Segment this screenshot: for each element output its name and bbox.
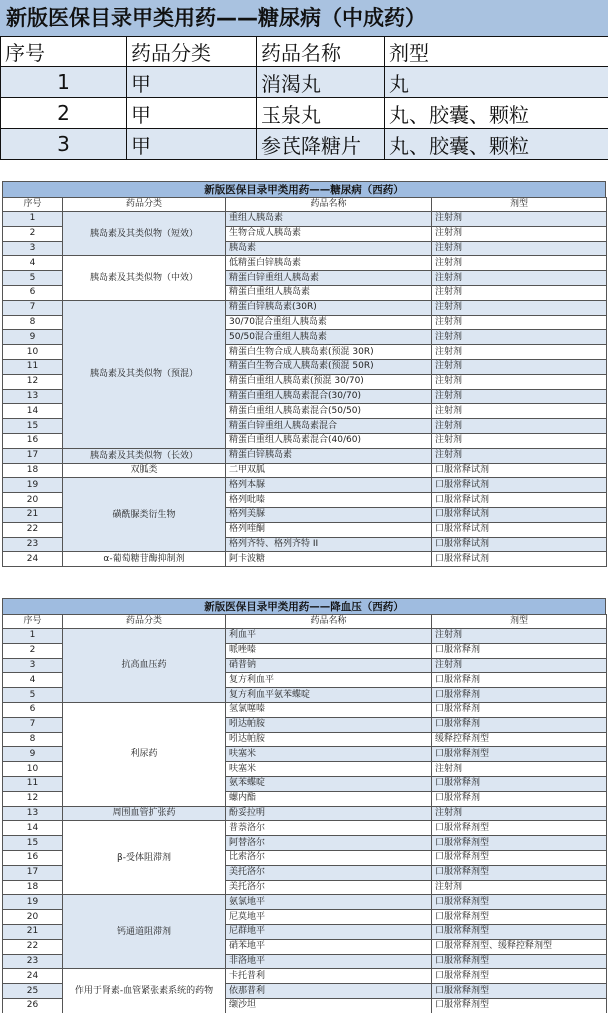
row-name: 30/70混合重组人胰岛素 [226, 315, 432, 330]
table-row [3, 629, 607, 644]
row-category: 胰岛素及其类似物（长效） [63, 448, 226, 463]
row-name: 格列美脲 [226, 507, 432, 522]
row-no: 7 [3, 300, 63, 315]
row-form: 注射剂 [432, 880, 607, 895]
row-form: 注射剂 [432, 226, 607, 241]
row-form: 注射剂 [432, 762, 607, 777]
row-form: 缓释控释剂型 [432, 732, 607, 747]
row-form: 注射剂 [432, 629, 607, 644]
row-form: 注射剂 [432, 359, 607, 374]
row-category: α-葡萄糖苷酶抑制剂 [63, 552, 226, 567]
row-no: 8 [3, 732, 63, 747]
row-name: 格列本脲 [226, 478, 432, 493]
row-form: 口服常释剂型 [432, 984, 607, 999]
row-no: 17 [3, 448, 63, 463]
row-no: 13 [3, 389, 63, 404]
row-no: 14 [3, 821, 63, 836]
row-no: 21 [3, 507, 63, 522]
row-form: 口服常释剂 [432, 791, 607, 806]
row-category: 胰岛素及其类似物（短效） [63, 212, 226, 256]
row-name: 精蛋白生物合成人胰岛素(预混 50R) [226, 359, 432, 374]
row-no: 10 [3, 345, 63, 360]
row-form: 丸、胶囊、颗粒 [385, 98, 608, 129]
row-form: 注射剂 [432, 448, 607, 463]
row-form: 注射剂 [432, 806, 607, 821]
row-category: 胰岛素及其类似物（中效） [63, 256, 226, 300]
hypertension-body [3, 615, 607, 1013]
row-no: 26 [3, 998, 63, 1013]
tcm-header-form: 剂型 [385, 37, 608, 67]
row-form: 口服常释试剂 [432, 507, 607, 522]
row-name: 精蛋白重组人胰岛素混合(50/50) [226, 404, 432, 419]
hypertension-header-row [3, 615, 607, 629]
row-no: 12 [3, 374, 63, 389]
row-form: 口服常释剂型 [432, 910, 607, 925]
row-form: 注射剂 [432, 404, 607, 419]
row-form: 口服常释剂型 [432, 895, 607, 910]
row-category: 周围血管扩张药 [63, 806, 226, 821]
row-form: 注射剂 [432, 658, 607, 673]
row-no: 3 [1, 129, 127, 160]
row-form: 口服常释剂 [432, 702, 607, 717]
row-name: 精蛋白重组人胰岛素混合(30/70) [226, 389, 432, 404]
row-no: 14 [3, 404, 63, 419]
row-form: 口服常释剂 [432, 717, 607, 732]
header-form: 剂型 [432, 615, 607, 629]
row-no: 11 [3, 776, 63, 791]
table-row [3, 702, 607, 717]
row-name: 硝普钠 [226, 658, 432, 673]
row-name: 格列齐特、格列齐特 II [226, 537, 432, 552]
row-name: 尼莫地平 [226, 910, 432, 925]
row-no: 13 [3, 806, 63, 821]
row-name: 精蛋白重组人胰岛素(预混 30/70) [226, 374, 432, 389]
table-row [1, 67, 608, 98]
row-name: 螺内酯 [226, 791, 432, 806]
header-category: 药品分类 [63, 615, 226, 629]
row-name: 硝苯地平 [226, 939, 432, 954]
row-form: 口服常释剂 [432, 673, 607, 688]
row-form: 口服常释剂型、缓释控释剂型 [432, 939, 607, 954]
row-name: 低精蛋白锌胰岛素 [226, 256, 432, 271]
row-category: 作用于肾素-血管紧张素系统的药物 [63, 969, 226, 1013]
row-form: 注射剂 [432, 433, 607, 448]
row-no: 19 [3, 895, 63, 910]
tcm-title: 新版医保目录甲类用药——糖尿病（中成药） [0, 0, 608, 36]
row-name: 精蛋白生物合成人胰岛素(预混 30R) [226, 345, 432, 360]
row-form: 口服常释剂型 [432, 954, 607, 969]
row-form: 口服常释剂型 [432, 998, 607, 1013]
row-no: 5 [3, 271, 63, 286]
header-no: 序号 [3, 615, 63, 629]
hypertension-table [2, 614, 607, 1013]
row-no: 3 [3, 241, 63, 256]
row-no: 16 [3, 433, 63, 448]
row-name: 精蛋白重组人胰岛素 [226, 285, 432, 300]
row-no: 4 [3, 673, 63, 688]
row-no: 23 [3, 954, 63, 969]
row-name: 阿卡波糖 [226, 552, 432, 567]
row-form: 口服常释试剂 [432, 522, 607, 537]
row-name: 二甲双胍 [226, 463, 432, 478]
row-no: 8 [3, 315, 63, 330]
row-form: 口服常释试剂 [432, 493, 607, 508]
row-form: 口服常释试剂 [432, 552, 607, 567]
row-no: 22 [3, 522, 63, 537]
row-name: 参芪降糖片 [257, 129, 385, 160]
row-form: 注射剂 [432, 256, 607, 271]
row-name: 氢氯噻嗪 [226, 702, 432, 717]
row-name: 卡托普利 [226, 969, 432, 984]
row-category: 甲 [127, 67, 257, 98]
row-form: 注射剂 [432, 285, 607, 300]
header-form: 剂型 [432, 198, 607, 212]
row-form: 注射剂 [432, 374, 607, 389]
row-form: 注射剂 [432, 345, 607, 360]
row-name: 美托洛尔 [226, 880, 432, 895]
row-no: 3 [3, 658, 63, 673]
table-row [3, 256, 607, 271]
hypertension-title: 新版医保目录甲类用药——降血压（西药） [2, 598, 606, 614]
row-form: 注射剂 [432, 212, 607, 227]
row-form: 口服常释剂型 [432, 865, 607, 880]
row-form: 口服常释剂 [432, 643, 607, 658]
row-name: 精蛋白锌重组人胰岛素混合 [226, 419, 432, 434]
row-no: 15 [3, 836, 63, 851]
row-name: 复方利血平氨苯蝶啶 [226, 688, 432, 703]
row-form: 丸、胶囊、颗粒 [385, 129, 608, 160]
row-no: 12 [3, 791, 63, 806]
row-category: 甲 [127, 129, 257, 160]
row-name: 精蛋白锌胰岛素(30R) [226, 300, 432, 315]
row-category: β-受体阻滞剂 [63, 821, 226, 895]
row-name: 依那普利 [226, 984, 432, 999]
row-name: 氨氯地平 [226, 895, 432, 910]
table-row [3, 212, 607, 227]
table-row [3, 552, 607, 567]
table-row [3, 969, 607, 984]
row-form: 注射剂 [432, 419, 607, 434]
row-name: 吲达帕胺 [226, 717, 432, 732]
row-no: 19 [3, 478, 63, 493]
row-no: 9 [3, 747, 63, 762]
row-no: 15 [3, 419, 63, 434]
row-form: 注射剂 [432, 271, 607, 286]
row-no: 24 [3, 969, 63, 984]
table-row [3, 300, 607, 315]
diabetes-table [2, 197, 607, 567]
row-no: 9 [3, 330, 63, 345]
row-no: 4 [3, 256, 63, 271]
row-name: 酚妥拉明 [226, 806, 432, 821]
row-category: 胰岛素及其类似物（预混） [63, 300, 226, 448]
header-category: 药品分类 [63, 198, 226, 212]
table-row [3, 478, 607, 493]
diabetes-header-row [3, 198, 607, 212]
table-row [3, 448, 607, 463]
row-name: 普萘洛尔 [226, 821, 432, 836]
row-name: 胰岛素 [226, 241, 432, 256]
row-no: 1 [1, 67, 127, 98]
row-form: 口服常释剂型 [432, 836, 607, 851]
tcm-section [0, 0, 608, 160]
row-form: 注射剂 [432, 389, 607, 404]
row-category: 双胍类 [63, 463, 226, 478]
row-name: 哌唑嗪 [226, 643, 432, 658]
row-name: 格列喹酮 [226, 522, 432, 537]
row-name: 精蛋白重组人胰岛素混合(40/60) [226, 433, 432, 448]
row-no: 6 [3, 702, 63, 717]
row-no: 17 [3, 865, 63, 880]
row-form: 口服常释剂型 [432, 924, 607, 939]
row-name: 50/50混合重组人胰岛素 [226, 330, 432, 345]
table-row [1, 129, 608, 160]
hypertension-section [2, 598, 606, 1013]
header-name: 药品名称 [226, 615, 432, 629]
header-name: 药品名称 [226, 198, 432, 212]
row-name: 缬沙坦 [226, 998, 432, 1013]
row-category: 抗高血压药 [63, 629, 226, 703]
row-name: 非洛地平 [226, 954, 432, 969]
row-no: 20 [3, 910, 63, 925]
row-form: 口服常释剂型 [432, 969, 607, 984]
row-form: 注射剂 [432, 315, 607, 330]
row-form: 口服常释剂 [432, 776, 607, 791]
table-row [3, 463, 607, 478]
row-name: 重组人胰岛素 [226, 212, 432, 227]
row-no: 2 [3, 226, 63, 241]
row-form: 口服常释试剂 [432, 478, 607, 493]
diabetes-section [2, 181, 606, 567]
row-no: 5 [3, 688, 63, 703]
table-row [1, 98, 608, 129]
row-form: 口服常释剂 [432, 688, 607, 703]
row-name: 生物合成人胰岛素 [226, 226, 432, 241]
row-no: 16 [3, 850, 63, 865]
row-name: 玉泉丸 [257, 98, 385, 129]
row-name: 美托洛尔 [226, 865, 432, 880]
row-no: 1 [3, 629, 63, 644]
row-no: 7 [3, 717, 63, 732]
row-no: 22 [3, 939, 63, 954]
row-no: 10 [3, 762, 63, 777]
row-form: 注射剂 [432, 330, 607, 345]
table-row [3, 806, 607, 821]
table-row [3, 821, 607, 836]
row-no: 23 [3, 537, 63, 552]
row-no: 24 [3, 552, 63, 567]
row-category: 磺酰脲类衍生物 [63, 478, 226, 552]
row-no: 25 [3, 984, 63, 999]
row-name: 氨苯蝶啶 [226, 776, 432, 791]
row-form: 口服常释剂型 [432, 821, 607, 836]
row-form: 丸 [385, 67, 608, 98]
tcm-header-row [1, 37, 608, 67]
row-name: 复方利血平 [226, 673, 432, 688]
row-no: 6 [3, 285, 63, 300]
row-name: 消渴丸 [257, 67, 385, 98]
row-form: 口服常释试剂 [432, 463, 607, 478]
row-no: 11 [3, 359, 63, 374]
row-name: 格列吡嗪 [226, 493, 432, 508]
row-name: 精蛋白锌重组人胰岛素 [226, 271, 432, 286]
diabetes-body [3, 198, 607, 567]
row-form: 注射剂 [432, 300, 607, 315]
row-form: 口服常释剂型 [432, 747, 607, 762]
row-category: 甲 [127, 98, 257, 129]
row-no: 2 [1, 98, 127, 129]
row-form: 口服常释试剂 [432, 537, 607, 552]
row-no: 20 [3, 493, 63, 508]
row-category: 利尿药 [63, 702, 226, 806]
row-name: 呋塞米 [226, 762, 432, 777]
row-name: 吲达帕胺 [226, 732, 432, 747]
row-category: 钙通道阻滞剂 [63, 895, 226, 969]
row-no: 18 [3, 880, 63, 895]
row-name: 利血平 [226, 629, 432, 644]
row-no: 18 [3, 463, 63, 478]
header-no: 序号 [3, 198, 63, 212]
row-name: 呋塞米 [226, 747, 432, 762]
row-no: 21 [3, 924, 63, 939]
diabetes-title: 新版医保目录甲类用药——糖尿病（西药） [2, 181, 606, 197]
row-no: 2 [3, 643, 63, 658]
row-no: 1 [3, 212, 63, 227]
row-name: 尼群地平 [226, 924, 432, 939]
row-name: 比索洛尔 [226, 850, 432, 865]
row-name: 精蛋白锌胰岛素 [226, 448, 432, 463]
table-row [3, 895, 607, 910]
tcm-table [0, 36, 608, 160]
tcm-header-name: 药品名称 [257, 37, 385, 67]
row-form: 注射剂 [432, 241, 607, 256]
row-name: 阿替洛尔 [226, 836, 432, 851]
tcm-header-category: 药品分类 [127, 37, 257, 67]
row-form: 口服常释剂型 [432, 850, 607, 865]
tcm-header-no: 序号 [1, 37, 127, 67]
